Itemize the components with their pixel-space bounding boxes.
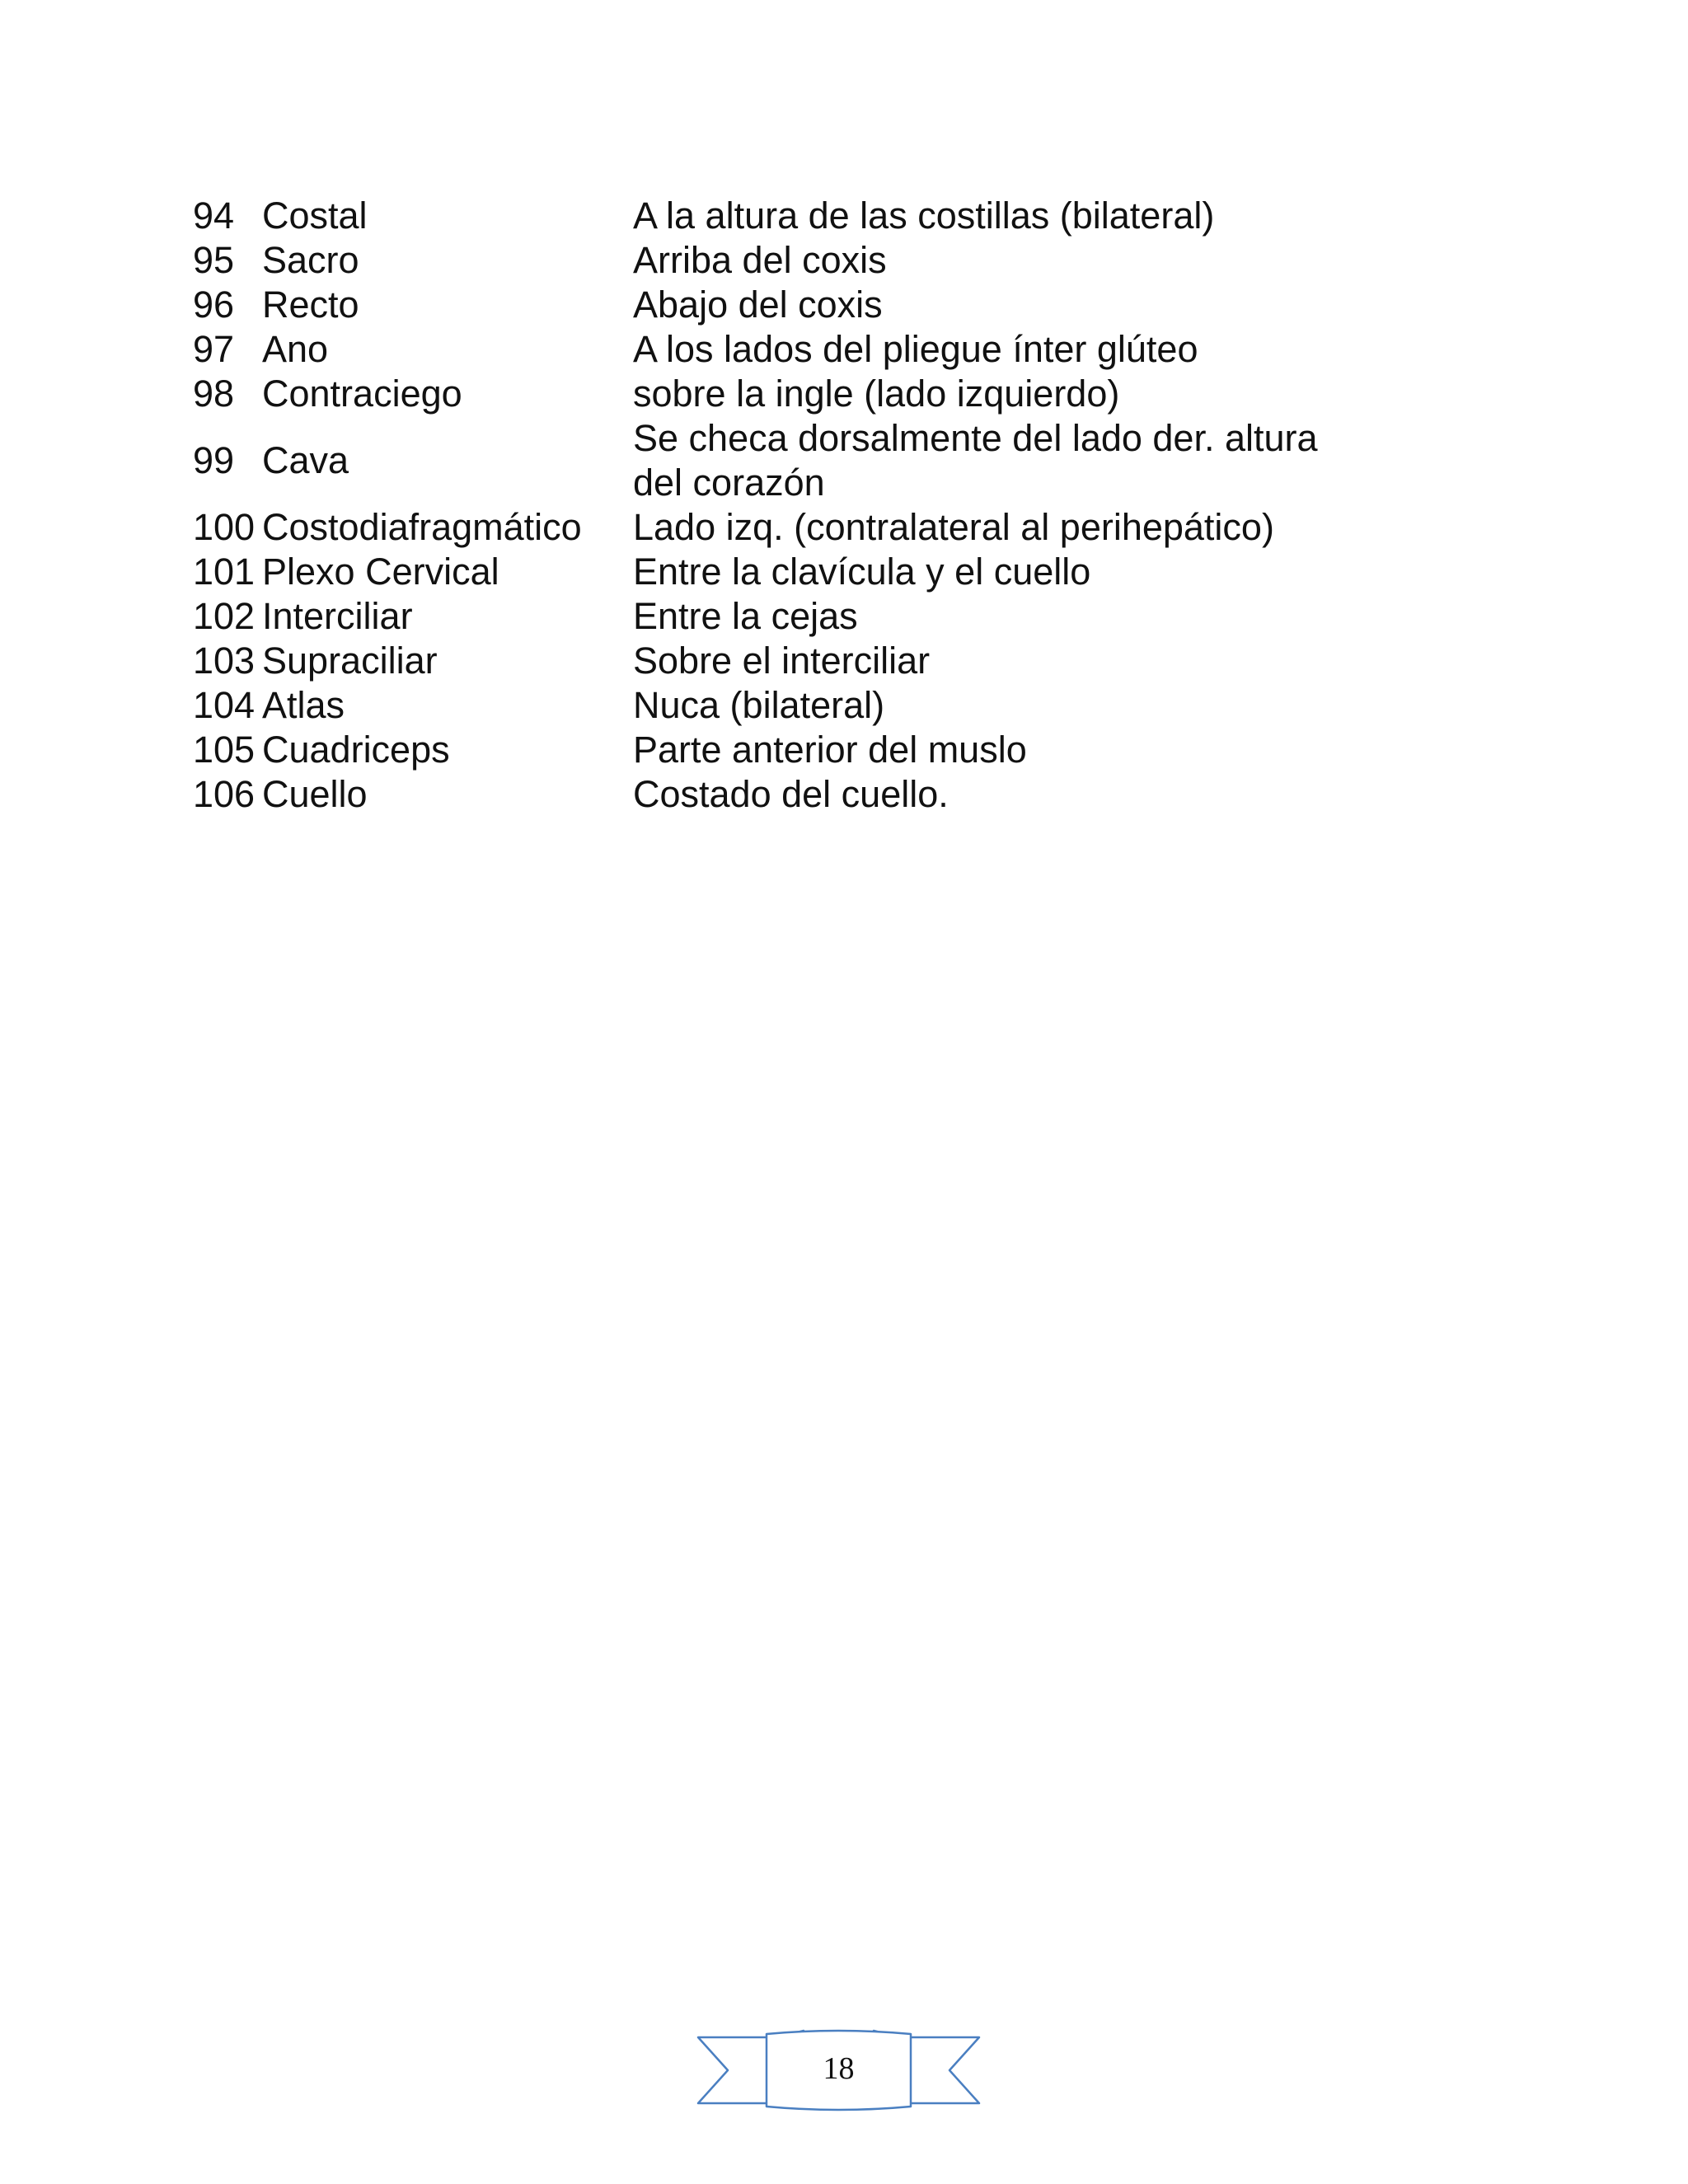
point-description: Sobre el interciliar [633,640,931,682]
point-number: 99 [193,439,235,481]
point-description: Abajo del coxis [633,284,883,326]
point-name: Cuello [262,773,368,815]
point-description: A la altura de las costillas (bilateral) [633,194,1215,237]
page-number-ribbon [696,2027,981,2118]
table-row [193,728,1375,772]
page-number: 18 [823,2051,855,2086]
point-number: 104 [193,684,256,726]
table-row [193,327,1375,372]
point-name: Interciliar [262,595,413,637]
point-number: 105 [193,729,256,771]
point-description: Costado del cuello. [633,773,949,815]
table-row [193,194,1375,238]
point-description: sobre la ingle (lado izquierdo) [633,373,1120,415]
point-name: Cuadriceps [262,729,450,771]
point-description: Parte anterior del muslo [633,729,1027,771]
point-number: 97 [193,328,235,370]
point-name: Contraciego [262,373,462,415]
point-number: 103 [193,640,256,682]
point-name: Recto [262,284,359,326]
point-description: Nuca (bilateral) [633,684,885,726]
point-name: Ano [262,328,329,370]
table-row [193,416,1375,505]
point-name: Supraciliar [262,640,438,682]
table-row [193,283,1375,327]
table-row [193,683,1375,728]
point-name: Sacro [262,239,359,281]
point-name: Costodiafragmático [262,506,582,548]
points-table [193,194,1375,817]
point-name: Plexo Cervical [262,551,499,593]
point-description: Entre la cejas [633,595,858,637]
table-row [193,238,1375,283]
table-row [193,550,1375,594]
table-row [193,372,1375,416]
table-row [193,594,1375,639]
point-number: 101 [193,551,256,593]
point-number: 94 [193,194,235,237]
point-number: 106 [193,773,256,815]
point-description: Entre la clavícula y el cuello [633,551,1091,593]
point-number: 100 [193,506,256,548]
point-description: A los lados del pliegue ínter glúteo [633,328,1198,370]
point-number: 102 [193,595,256,637]
point-number: 96 [193,284,235,326]
point-name: Cava [262,439,349,481]
point-description: Se checa dorsalmente del lado der. altura del corazón [633,417,1318,504]
table-row [193,505,1375,550]
point-description: Lado izq. (contralateral al perihepático) [633,506,1274,548]
point-number: 98 [193,373,235,415]
table-row [193,639,1375,683]
point-description: Arriba del coxis [633,239,887,281]
point-name: Atlas [262,684,345,726]
point-number: 95 [193,239,235,281]
point-name: Costal [262,194,368,237]
table-row [193,772,1375,817]
